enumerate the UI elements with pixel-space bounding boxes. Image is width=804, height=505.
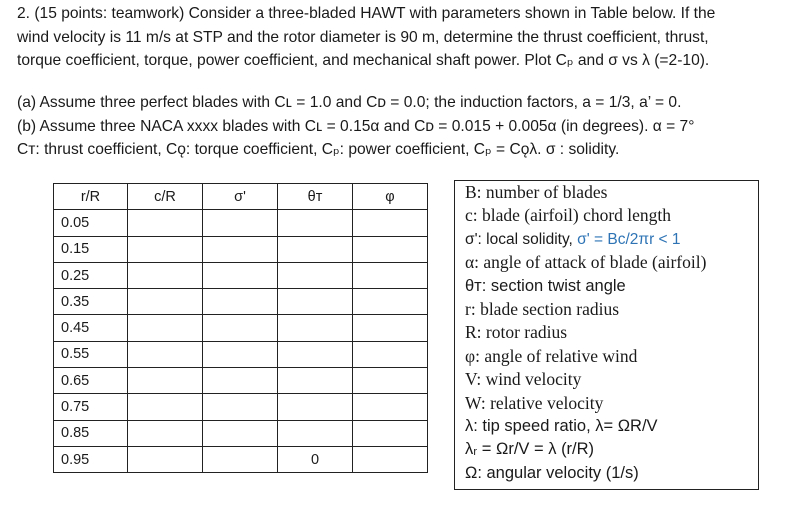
table-cell: [353, 368, 428, 394]
table-row: [54, 368, 428, 394]
table-row: [54, 262, 428, 288]
table-row: [54, 210, 428, 236]
table-cell: [278, 394, 353, 420]
legend-r: r: blade section radius: [465, 299, 620, 320]
table-cell: [128, 210, 203, 236]
table-cell: 0.75: [54, 394, 128, 420]
table-cell: [278, 368, 353, 394]
table-row: [54, 236, 428, 262]
table-cell: [203, 368, 278, 394]
table-cell: [353, 262, 428, 288]
table-cell: 0.55: [54, 341, 128, 367]
legend-b: B: number of blades: [465, 182, 608, 202]
table-row: [54, 315, 428, 341]
problem-line-2: wind velocity is 11 m/s at STP and the rotor diameter is 90 m, determine the thrust coefficient, thrust,: [17, 28, 709, 46]
table-cell: [278, 236, 353, 262]
legend-sigma-label: σ': local solidity,: [465, 230, 578, 248]
header-c-over-R: c/R: [128, 184, 203, 210]
table-cell: [128, 262, 203, 288]
table-cell: [353, 420, 428, 446]
legend-phi: φ: angle of relative wind: [465, 345, 638, 366]
problem-line-3: torque coefficient, torque, power coefficient, and mechanical shaft power. Plot Cₚ and σ vs λ (=2-10).: [17, 52, 710, 69]
table-body: [54, 210, 428, 473]
table-cell: [203, 289, 278, 315]
table-cell: 0.95: [54, 446, 128, 472]
table-cell: [278, 262, 353, 288]
legend-V: V: wind velocity: [465, 369, 582, 390]
table-cell: [128, 341, 203, 367]
problem-statement: [17, 2, 715, 73]
table-cell: [203, 341, 278, 367]
table-row: [54, 341, 428, 367]
table-cell: [128, 368, 203, 394]
legend-theta: θᴛ: section twist angle: [465, 276, 626, 295]
legend-lambda: λ: tip speed ratio, λ= ΩR/V: [465, 417, 658, 436]
legend-sigma: [465, 228, 758, 251]
table-cell: [128, 394, 203, 420]
problem-parts: [17, 91, 694, 162]
table-cell: [128, 236, 203, 262]
part-a: (a) Assume three perfect blades with Cʟ = 1.0 and Cᴅ = 0.0; the induction factors, a = 1/3, a’ = 0.: [17, 94, 682, 111]
table-cell: [203, 420, 278, 446]
header-twist-angle: θᴛ: [278, 184, 353, 210]
table-cell: [203, 236, 278, 262]
legend-omega: Ω: angular velocity (1/s): [465, 463, 639, 482]
table-cell: [203, 210, 278, 236]
part-b: (b) Assume three NACA xxxx blades with Cʟ = 0.15α and Cᴅ = 0.015 + 0.005α (in degrees). α = 7°: [17, 117, 695, 135]
table-cell: 0.25: [54, 262, 128, 288]
table-cell: [353, 446, 428, 472]
header-local-solidity: σ': [203, 184, 278, 210]
table-header-row: [54, 184, 428, 210]
problem-line-1: 2. (15 points: teamwork) Consider a three-bladed HAWT with parameters shown in Table below. If the: [17, 5, 716, 22]
table-cell: 0.15: [54, 236, 128, 262]
blade-parameters-table: [53, 183, 428, 473]
table-cell: [203, 446, 278, 472]
table-cell: [128, 446, 203, 472]
table-cell: [203, 394, 278, 420]
table-cell: [278, 289, 353, 315]
table-row: [54, 394, 428, 420]
table-cell: [203, 262, 278, 288]
symbol-legend: [454, 180, 759, 490]
table-row: [54, 446, 428, 472]
table-cell: [278, 210, 353, 236]
legend-sigma-formula: σ' = Bc/2πr < 1: [577, 230, 681, 248]
table-cell: [353, 394, 428, 420]
table-cell: 0: [278, 446, 353, 472]
table-row: [54, 289, 428, 315]
legend-c: c: blade (airfoil) chord length: [465, 205, 672, 226]
table-cell: [278, 341, 353, 367]
table-cell: 0.85: [54, 420, 128, 446]
table-cell: [353, 315, 428, 341]
table-cell: [353, 236, 428, 262]
table-cell: 0.05: [54, 210, 128, 236]
table-cell: [128, 420, 203, 446]
definitions-line: Cᴛ: thrust coefficient, Cǫ: torque coefficient, Cₚ: power coefficient, Cₚ = Cǫλ. σ : solidity.: [17, 141, 620, 158]
table-row: [54, 420, 428, 446]
legend-W: W: relative velocity: [465, 392, 604, 413]
legend-lambda-r: λᵣ = Ωr/V = λ (r/R): [465, 440, 595, 459]
table-cell: 0.35: [54, 289, 128, 315]
legend-R: R: rotor radius: [465, 322, 568, 343]
header-r-over-R: r/R: [54, 184, 128, 210]
header-relative-wind-angle: φ: [353, 184, 428, 210]
table-cell: [128, 315, 203, 341]
table-cell: 0.45: [54, 315, 128, 341]
table-cell: 0.65: [54, 368, 128, 394]
table-cell: [278, 315, 353, 341]
table-cell: [353, 341, 428, 367]
table-cell: [353, 210, 428, 236]
table-cell: [353, 289, 428, 315]
table-cell: [128, 289, 203, 315]
legend-alpha: α: angle of attack of blade (airfoil): [465, 252, 707, 273]
table-cell: [203, 315, 278, 341]
table-cell: [278, 420, 353, 446]
